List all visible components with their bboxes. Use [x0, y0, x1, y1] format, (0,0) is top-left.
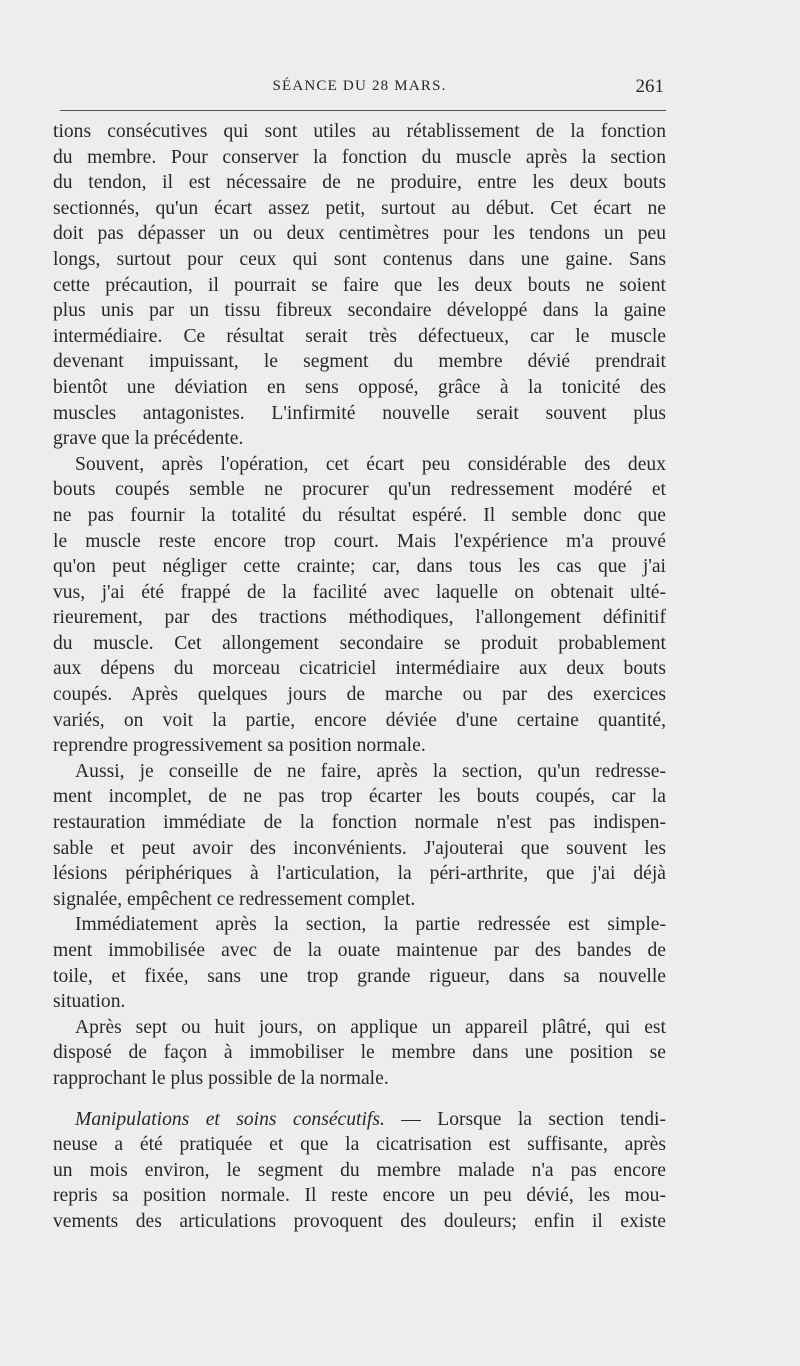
text-line: un mois environ, le segment du membre malade n'a pas encore: [53, 1159, 666, 1181]
text-line: du tendon, il est nécessaire de ne produire, entre les deux bouts: [53, 172, 666, 194]
text-line: longs, surtout pour ceux qui sont contenus dans une gaine. Sans: [53, 248, 666, 270]
paragraph: [53, 912, 666, 1014]
text-line: doit pas dépasser un ou deux centimètres pour les tendons un peu: [53, 223, 666, 245]
text-line: lésions périphériques à l'articulation, la péri-arthrite, que j'ai déjà: [53, 863, 666, 885]
paragraph-gap: [53, 1092, 666, 1107]
running-head: [53, 76, 666, 100]
text-line: grave que la précédente.: [53, 428, 244, 450]
text-line: ment incomplet, de ne pas trop écarter les bouts coupés, car la: [53, 786, 666, 808]
text-line: toile, et fixée, sans une trop grande rigueur, dans sa nouvelle: [53, 965, 666, 987]
paragraph: [53, 1015, 666, 1092]
paragraph: [53, 759, 666, 913]
text-line: tions consécutives qui sont utiles au rétablissement de la fonction: [53, 121, 666, 142]
section-heading: Manipulations et soins consécutifs.: [75, 1108, 385, 1130]
text-line: le muscle reste encore trop court. Mais l'expérience m'a prouvé: [53, 530, 666, 552]
text-line: intermédiaire. Ce résultat serait très défectueux, car le muscle: [53, 325, 666, 347]
body-text: [53, 119, 666, 1235]
text-line: Souvent, après l'opération, cet écart peu considérable des deux: [75, 453, 666, 475]
text-line: aux dépens du morceau cicatriciel intermédiaire aux deux bouts: [53, 658, 666, 680]
text-line: bouts coupés semble ne procurer qu'un redressement modéré et: [53, 479, 666, 501]
text-line: [53, 1107, 666, 1133]
text-line: coupés. Après quelques jours de marche ou par des exercices: [53, 684, 666, 706]
text-line: situation.: [53, 991, 126, 1013]
text-line: variés, on voit la partie, encore déviée d'une certaine quantité,: [53, 709, 666, 731]
paragraph: [53, 1107, 666, 1235]
text-line: rieurement, par des tractions méthodiques, l'allongement définitif: [53, 607, 666, 629]
text-line: qu'on peut négliger cette crainte; car, dans tous les cas que j'ai: [53, 556, 666, 578]
text-line: du membre. Pour conserver la fonction du muscle après la section: [53, 146, 666, 168]
text-run: — Lorsque la section tendi-: [384, 1108, 666, 1130]
text-line: cette précaution, il pourrait se faire que les deux bouts ne soient: [53, 274, 666, 296]
running-title: SÉANCE DU 28 MARS.: [272, 78, 447, 94]
text-line: sable et peut avoir des inconvénients. J'ajouterai que souvent les: [53, 837, 666, 859]
text-line: vements des articulations provoquent des douleurs; enfin il existe: [53, 1210, 666, 1232]
text-line: neuse a été pratiquée et que la cicatrisation est suffisante, après: [53, 1134, 666, 1156]
text-line: rapprochant le plus possible de la normale.: [53, 1067, 389, 1089]
paragraph: [53, 119, 666, 452]
text-line: Aussi, je conseille de ne faire, après la section, qu'un redresse-: [75, 760, 666, 782]
text-line: muscles antagonistes. L'infirmité nouvelle serait souvent plus: [53, 402, 666, 424]
page-number: 261: [635, 76, 664, 97]
text-line: Immédiatement après la section, la partie redressée est simple-: [75, 914, 666, 936]
text-line: devenant impuissant, le segment du membre dévié prendrait: [53, 351, 666, 373]
text-line: vus, j'ai été frappé de la facilité avec laquelle on obtenait ulté-: [53, 581, 666, 603]
text-line: ment immobilisée avec de la ouate maintenue par des bandes de: [53, 940, 666, 961]
paragraph: [53, 452, 666, 759]
text-line: Après sept ou huit jours, on applique un appareil plâtré, qui est: [75, 1016, 666, 1038]
text-line: repris sa position normale. Il reste encore un peu dévié, les mou-: [53, 1185, 666, 1207]
text-line: plus unis par un tissu fibreux secondaire développé dans la gaine: [53, 300, 666, 322]
header-rule: [60, 110, 666, 111]
text-line: sectionnés, qu'un écart assez petit, surtout au début. Cet écart ne: [53, 197, 666, 219]
text-line: reprendre progressivement sa position normale.: [53, 735, 426, 757]
text-line: restauration immédiate de la fonction normale n'est pas indispen-: [53, 812, 666, 834]
text-line: disposé de façon à immobiliser le membre dans une position se: [53, 1042, 666, 1064]
text-line: signalée, empêchent ce redressement complet.: [53, 888, 416, 910]
text-line: ne pas fournir la totalité du résultat espéré. Il semble donc que: [53, 504, 666, 526]
text-line: du muscle. Cet allongement secondaire se produit probablement: [53, 632, 666, 654]
text-line: bientôt une déviation en sens opposé, grâce à la tonicité des: [53, 376, 666, 398]
